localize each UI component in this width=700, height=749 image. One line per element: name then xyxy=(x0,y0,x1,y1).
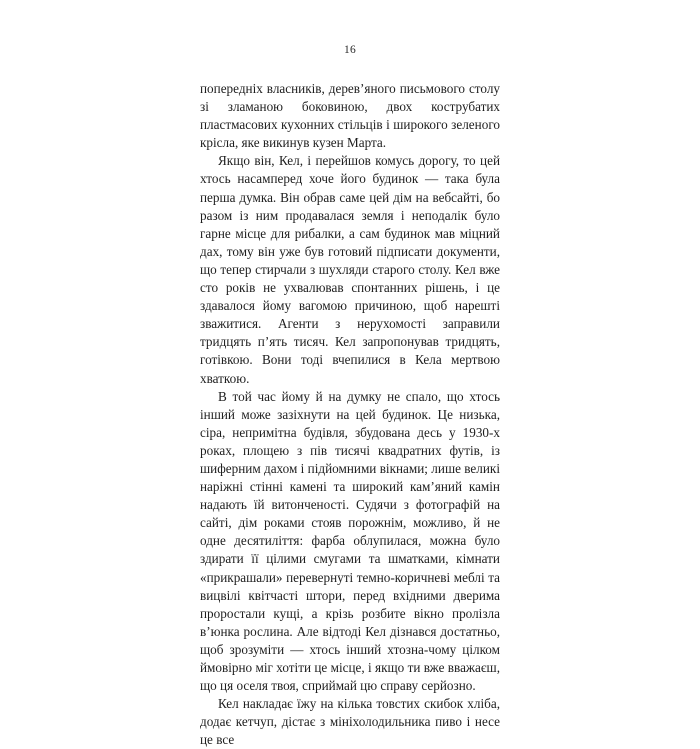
paragraph: Кел накладає їжу на кілька товстих скибок хліба, додає кетчуп, дістає з мініхолодильника пиво і несе це все xyxy=(200,696,500,748)
paragraph: попередніх власників, дерев’яного письмового столу зі зламаною боковиною, двох кострубатих пластмасових кухонних стільців і широкого зеленого крісла, яке викинув кузен Марта. xyxy=(200,81,500,151)
paragraph: В той час йому й на думку не спало, що хтось інший може зазіхнути на цей будинок. Це низька, сіра, непримітна будівля, збудована десь у 1930-х роках, площею з пів тисячі квадратних футів, із шиферним дахом і підйомними вікнами; лише великі наріжні стінні камені та широкий кам’яний камін надають їй витонченості. Судячи з фотографій на сайті, дім роками стояв порожнім, можливо, й не одне десятиліття: фарба облупилася, можна було здирати її цілими смугами та шматками, кімнати «прикрашали» перевернуті темно-коричневі меблі та вицвілі квітчасті штори, перед вхідними дверима проростали кущі, а крізь розбите вікно пролізла в’юнка рослина. Але відтоді Кел дізнався достатньо, щоб зрозуміти — хтось інший хтозна-чому цілком ймовірно міг хотіти це місце, і якщо ти вже вважаєш, що ця оселя твоя, сприймай цю справу серйозно. xyxy=(200,388,500,694)
paragraph: Якщо він, Кел, і перейшов комусь дорогу, то цей хтось насамперед хоче його будинок — така була перша думка. Він обрав саме цей дім на вебсайті, бо разом із ним продавалася земля і неподалік було гарне місце для рибалки, а сам будинок мав міцний дах, тому він уже був готовий підписати документи, що тепер стирчали з шухляди старого столу. Кел вже сто років не ухвалював спонтанних рішень, і це здавалося йому вагомою причиною, щоб нарешті зважитися. Агенти з нерухомості заправили тридцять п’ять тисяч. Кел запропонував тридцять, готівкою. Вони тоді вчепилися в Кела мертвою хваткою. xyxy=(200,153,500,386)
body-text-block xyxy=(200,80,500,749)
page-number: 16 xyxy=(344,44,356,56)
